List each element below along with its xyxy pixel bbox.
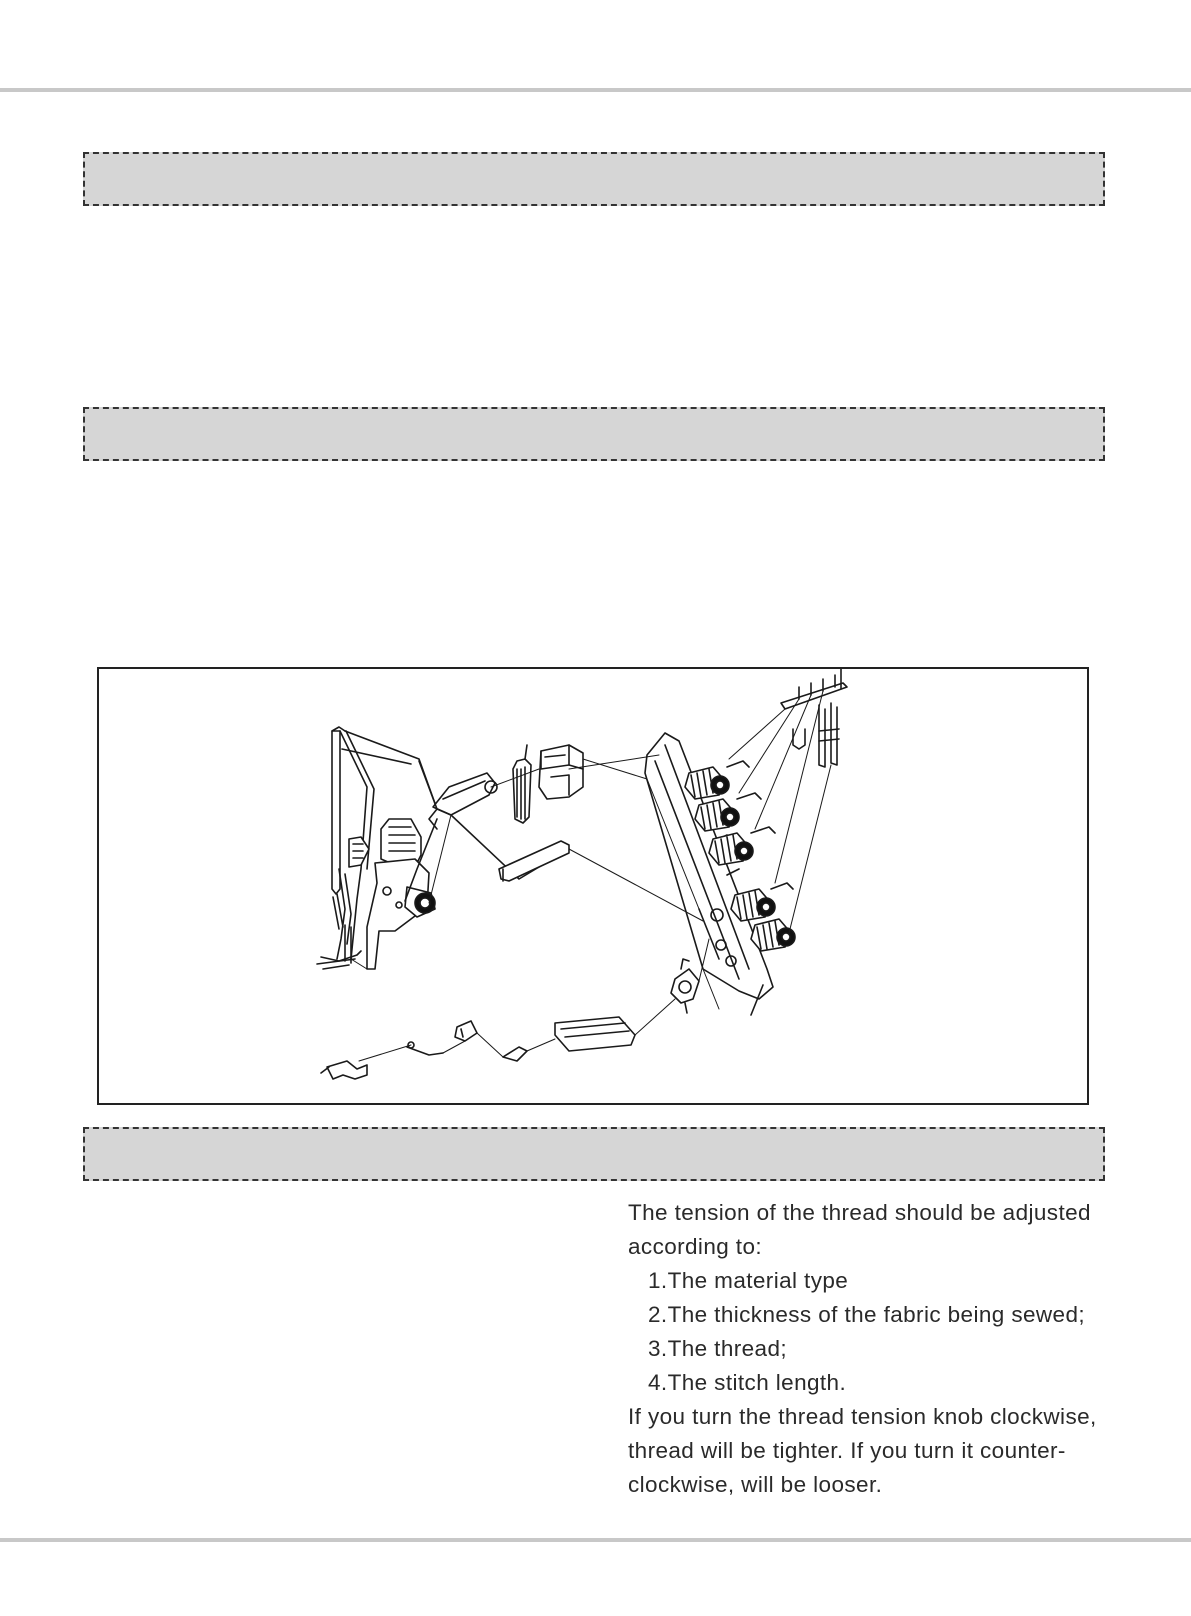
tension-intro-line-2: according to:	[628, 1234, 763, 1259]
bottom-rule	[0, 1538, 1191, 1542]
bottom-looper-row	[321, 959, 699, 1079]
tension-item-2: 2.The thickness of the fabric being sewed;	[648, 1302, 1086, 1327]
tension-note-line-3: clockwise, will be looser.	[628, 1472, 883, 1497]
threading-diagram-figure	[97, 667, 1089, 1105]
top-rule	[0, 88, 1191, 92]
tension-knob-4	[731, 883, 793, 921]
tension-item-1: 1.The material type	[648, 1268, 849, 1293]
tension-intro-line-1: The tension of the thread should be adjusted	[628, 1200, 1091, 1225]
section-header-bar-1	[83, 152, 1105, 206]
upper-comb-guide	[513, 745, 531, 823]
tension-item-4: 4.The stitch length.	[648, 1370, 847, 1395]
tension-note-line-1: If you turn the thread tension knob clockwise,	[628, 1404, 1097, 1429]
tension-knob-2	[695, 793, 761, 831]
tension-knob-5	[751, 919, 795, 951]
thread-tension-instructions	[628, 1196, 1148, 1502]
tension-note-line-2: thread will be tighter. If you turn it counter-	[628, 1438, 1066, 1463]
coil-block	[539, 745, 583, 799]
section-header-bar-3	[83, 1127, 1105, 1181]
lower-left-looper-assembly	[317, 837, 369, 969]
tension-knob-3	[709, 827, 775, 865]
section-header-bar-2	[83, 407, 1105, 461]
left-tension-bracket	[367, 859, 435, 969]
thread-stand-rod	[781, 669, 847, 767]
thread-guide-plate	[381, 819, 421, 865]
middle-mounting-bracket	[499, 841, 569, 881]
tension-item-3: 3.The thread;	[648, 1336, 788, 1361]
threading-diagram	[99, 669, 1087, 1103]
